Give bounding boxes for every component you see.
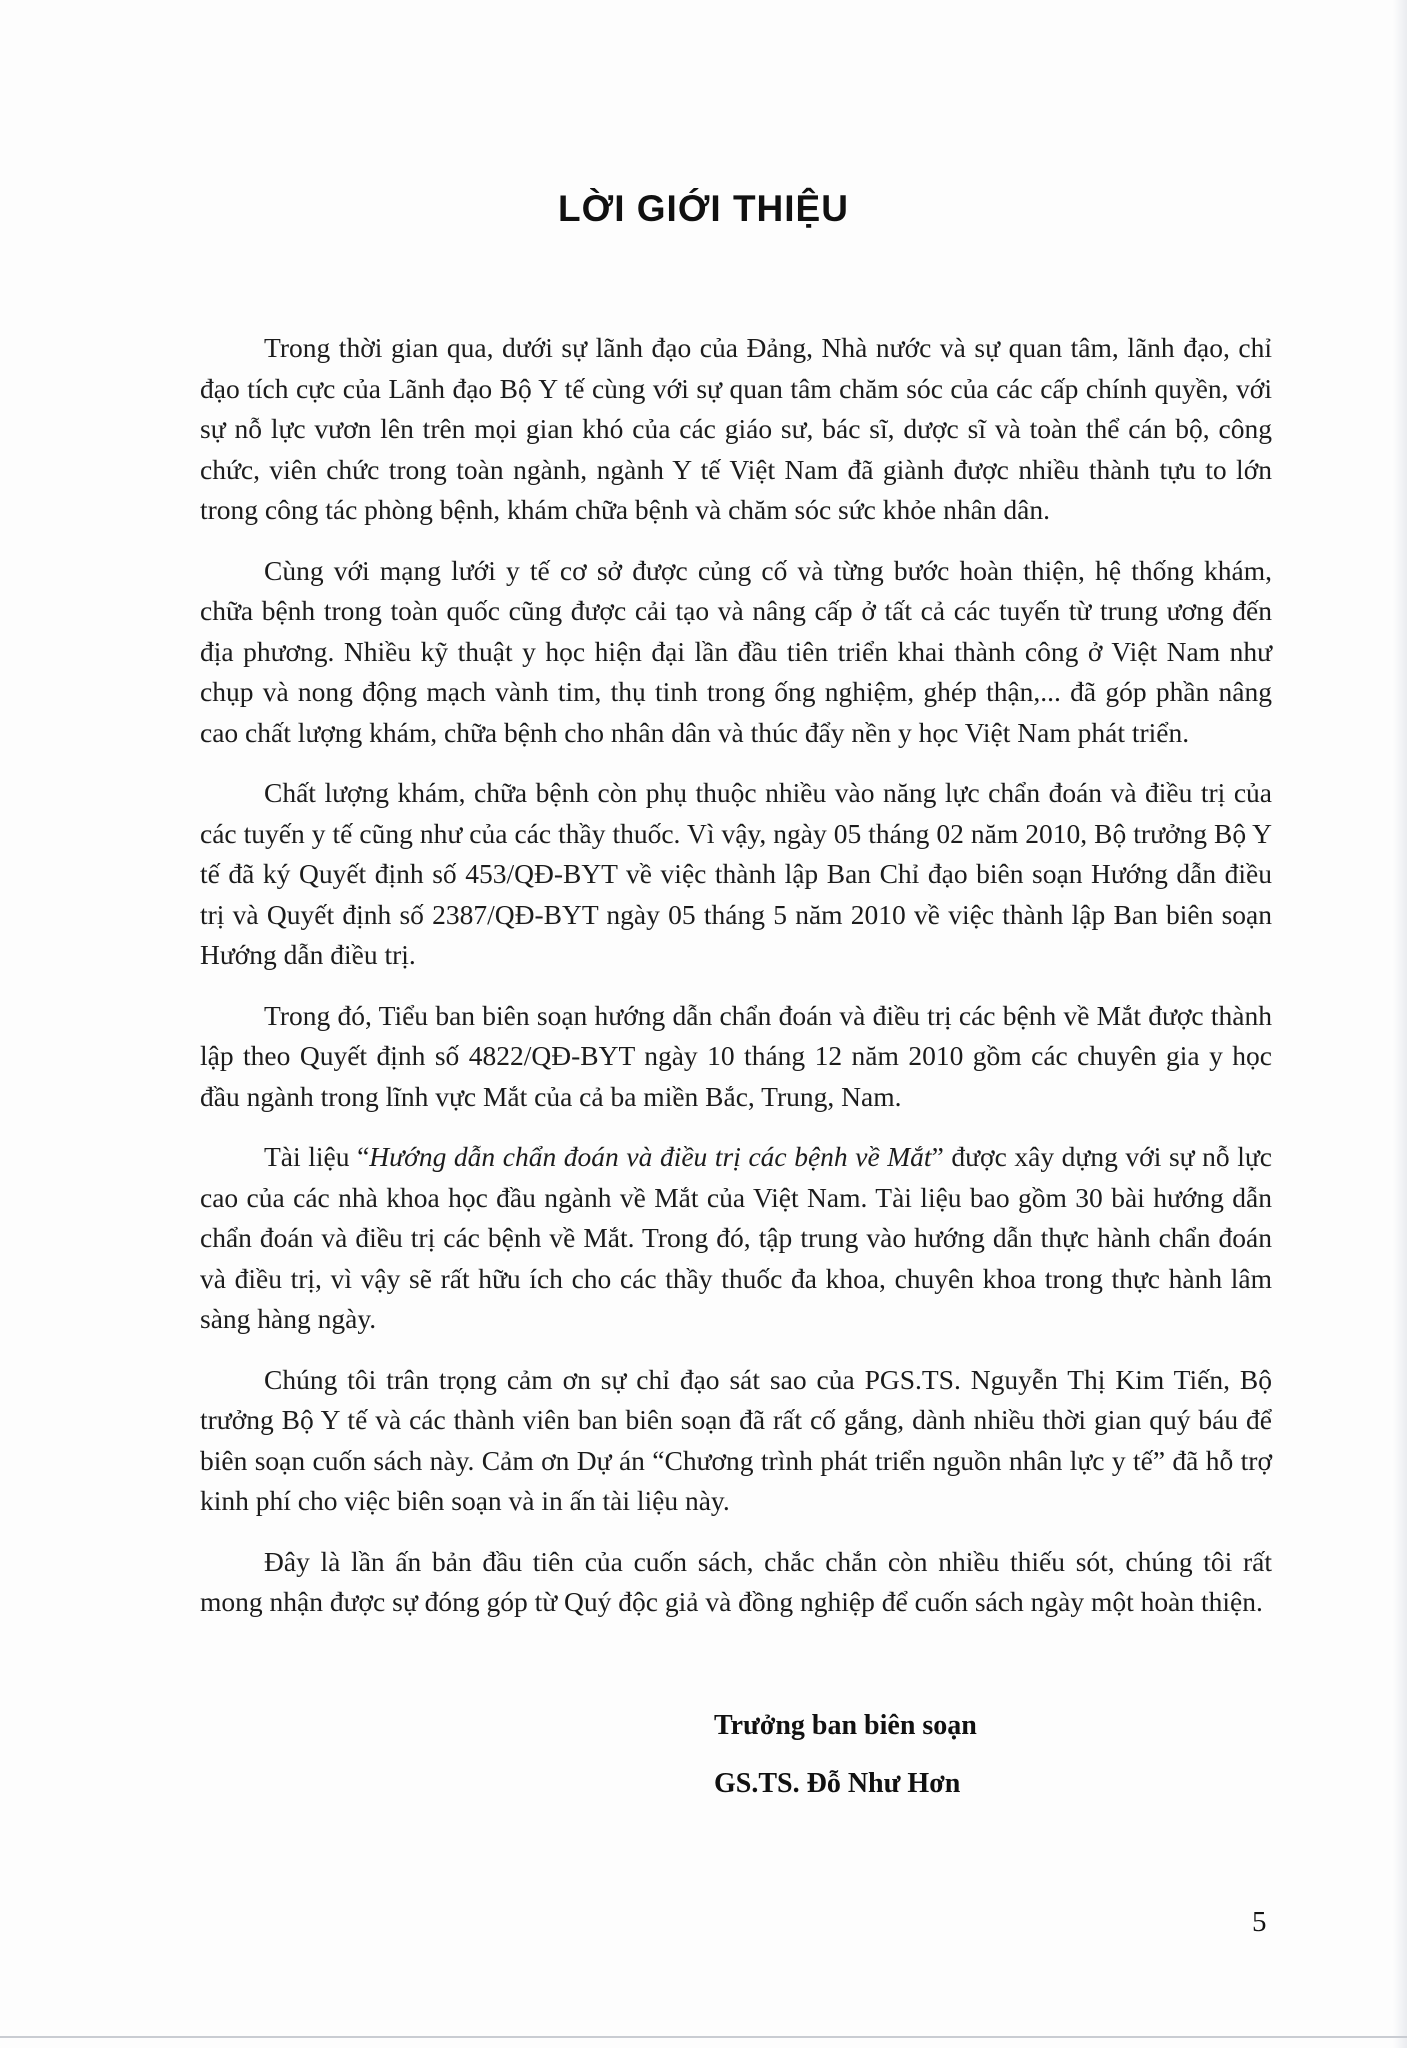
signature-block	[714, 1697, 977, 1813]
body-text	[200, 328, 1272, 1643]
paragraph-5	[200, 1137, 1272, 1340]
paragraph-5-lead: Tài liệu “	[264, 1141, 370, 1172]
page-number: 5	[1252, 1906, 1267, 1938]
paragraph-1: Trong thời gian qua, dưới sự lãnh đạo của Đảng, Nhà nước và sự quan tâm, lãnh đạo, chỉ đạo tích cực của Lãnh đạo Bộ Y tế cùng với sự quan tâm chăm sóc của các cấp chính quyền, với sự nỗ lực vươn lên trên mọi gian khó của các giáo sư, bác sĩ, dược sĩ và toàn thể cán bộ, công chức, viên chức trong toàn ngành, ngành Y tế Việt Nam đã giành được nhiều thành tựu to lớn trong công tác phòng bệnh, khám chữa bệnh và chăm sóc sức khỏe nhân dân.	[200, 332, 1272, 525]
bottom-divider	[0, 2036, 1407, 2038]
signature-role: Trưởng ban biên soạn	[714, 1710, 977, 1741]
document-title-italic: Hướng dẫn chẩn đoán và điều trị các bệnh về Mắt	[369, 1141, 932, 1172]
paragraph-3: Chất lượng khám, chữa bệnh còn phụ thuộc nhiều vào năng lực chẩn đoán và điều trị của các tuyến y tế cũng như của các thầy thuốc. Vì vậy, ngày 05 tháng 02 năm 2010, Bộ trưởng Bộ Y tế đã ký Quyết định số 453/QĐ-BYT về việc thành lập Ban Chỉ đạo biên soạn Hướng dẫn điều trị và Quyết định số 2387/QĐ-BYT ngày 05 tháng 5 năm 2010 về việc thành lập Ban biên soạn Hướng dẫn điều trị.	[200, 777, 1272, 970]
paragraph-5-rest: ” được xây dựng với sự nỗ lực cao của các nhà khoa học đầu ngành về Mắt của Việt Nam. Tài liệu bao gồm 30 bài hướng dẫn chẩn đoán và điều trị các bệnh về Mắt. Trong đó, tập trung vào hướng dẫn thực hành chẩn đoán và điều trị, vì vậy sẽ rất hữu ích cho các thầy thuốc đa khoa, chuyên khoa trong thực hành lâm sàng hàng ngày.	[200, 1141, 1272, 1334]
signature-name: GS.TS. Đỗ Như Hơn	[714, 1768, 961, 1799]
page-title: LỜI GIỚI THIỆU	[558, 188, 849, 229]
paragraph-2: Cùng với mạng lưới y tế cơ sở được củng cố và từng bước hoàn thiện, hệ thống khám, chữa bệnh trong toàn quốc cũng được cải tạo và nâng cấp ở tất cả các tuyến từ trung ương đến địa phương. Nhiều kỹ thuật y học hiện đại lần đầu tiên triển khai thành công ở Việt Nam như chụp và nong động mạch vành tim, thụ tinh trong ống nghiệm, ghép thận,... đã góp phần nâng cao chất lượng khám, chữa bệnh cho nhân dân và thúc đẩy nền y học Việt Nam phát triển.	[200, 554, 1272, 748]
paragraph-6: Chúng tôi trân trọng cảm ơn sự chỉ đạo sát sao của PGS.TS. Nguyễn Thị Kim Tiến, Bộ trưởng Bộ Y tế và các thành viên ban biên soạn đã rất cố gắng, dành nhiều thời gian quý báu để biên soạn cuốn sách này. Cảm ơn Dự án “Chương trình phát triển nguồn nhân lực y tế” đã hỗ trợ kinh phí cho việc biên soạn và in ấn tài liệu này.	[200, 1363, 1272, 1516]
paragraph-7: Đây là lần ấn bản đầu tiên của cuốn sách, chắc chắn còn nhiều thiếu sót, chúng tôi rất mong nhận được sự đóng góp từ Quý độc giả và đồng nghiệp để cuốn sách ngày một hoàn thiện.	[200, 1545, 1272, 1617]
paragraph-4: Trong đó, Tiểu ban biên soạn hướng dẫn chẩn đoán và điều trị các bệnh về Mắt được thành lập theo Quyết định số 4822/QĐ-BYT ngày 10 tháng 12 năm 2010 gồm các chuyên gia y học đầu ngành trong lĩnh vực Mắt của cả ba miền Bắc, Trung, Nam.	[200, 999, 1272, 1112]
page-edge-shadow	[1393, 0, 1407, 2048]
